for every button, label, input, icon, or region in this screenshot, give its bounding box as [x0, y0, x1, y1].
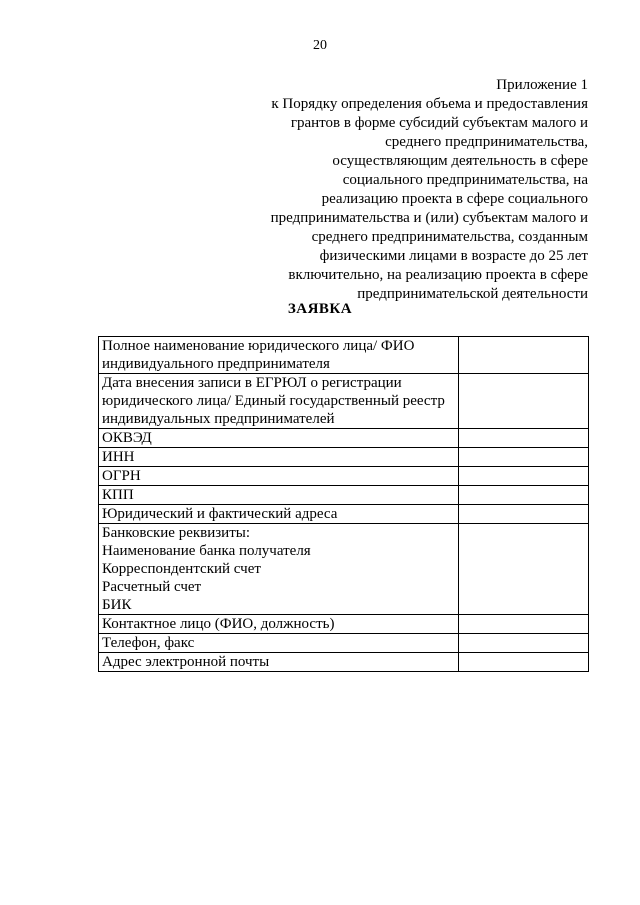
- field-value-kpp: [458, 486, 588, 505]
- field-label-line: Контактное лицо (ФИО, должность): [102, 616, 335, 632]
- field-label-line: Расчетный счет: [102, 579, 202, 595]
- field-label-line: ОКВЭД: [102, 430, 152, 446]
- appendix-line: предпринимательской деятельности: [357, 286, 588, 302]
- field-label-line: индивидуальных предпринимателей: [102, 411, 335, 427]
- field-label-line: индивидуального предпринимателя: [102, 356, 330, 372]
- table-row: [99, 337, 589, 374]
- field-label-line: юридического лица/ Единый государственный реестр: [102, 393, 445, 409]
- table-row: [99, 653, 589, 672]
- table-row: [99, 615, 589, 634]
- field-label-line: Полное наименование юридического лица/ ФИО: [102, 338, 415, 354]
- field-label-line: Банковские реквизиты:: [102, 525, 251, 541]
- table-row: [99, 429, 589, 448]
- table-row: [99, 634, 589, 653]
- appendix-header: [248, 76, 588, 304]
- field-label-line: Телефон, факс: [102, 635, 195, 651]
- appendix-line: включительно, на реализацию проекта в сфере: [288, 267, 588, 283]
- table-row: [99, 524, 589, 615]
- appendix-line: к Порядку определения объема и предоставления: [271, 96, 588, 112]
- field-value-addresses: [458, 505, 588, 524]
- field-label-line: Дата внесения записи в ЕГРЮЛ о регистрации: [102, 375, 402, 391]
- field-label-phone-fax: [99, 634, 459, 653]
- field-label-line: Адрес электронной почты: [102, 654, 270, 670]
- appendix-line: предпринимательства и (или) субъектам малого и: [270, 210, 588, 226]
- appendix-line: осуществляющим деятельность в сфере: [332, 153, 588, 169]
- field-label-line: Юридический и фактический адреса: [102, 506, 338, 522]
- field-label-line: Корреспондентский счет: [102, 561, 261, 577]
- table-row: [99, 486, 589, 505]
- document-title: ЗАЯВКА: [287, 301, 353, 317]
- table-row: [99, 467, 589, 486]
- field-value-email: [458, 653, 588, 672]
- field-value-bank-details: [458, 524, 588, 615]
- page-number: 20: [313, 38, 327, 53]
- appendix-line: среднего предпринимательства, созданным: [311, 229, 588, 245]
- field-label-ogrn: [99, 467, 459, 486]
- appendix-line: реализацию проекта в сфере социального: [321, 191, 588, 207]
- field-value-okved: [458, 429, 588, 448]
- field-label-kpp: [99, 486, 459, 505]
- field-label-contact-person: [99, 615, 459, 634]
- field-label-bank-details: [99, 524, 459, 615]
- field-label-line: КПП: [102, 487, 134, 503]
- field-label-registration-date: [99, 374, 459, 429]
- field-value-ogrn: [458, 467, 588, 486]
- field-label-line: Наименование банка получателя: [102, 543, 311, 559]
- field-label-addresses: [99, 505, 459, 524]
- table-row: [99, 448, 589, 467]
- field-label-inn: [99, 448, 459, 467]
- field-label-line: ОГРН: [102, 468, 141, 484]
- appendix-line: грантов в форме субсидий субъектам малого и: [290, 115, 588, 131]
- field-label-email: [99, 653, 459, 672]
- table-row: [99, 505, 589, 524]
- appendix-line: физическими лицами в возрасте до 25 лет: [319, 248, 588, 264]
- field-label-line: БИК: [102, 597, 132, 613]
- field-value-inn: [458, 448, 588, 467]
- table-row: [99, 374, 589, 429]
- field-label-full-name: [99, 337, 459, 374]
- appendix-line: Приложение 1: [496, 77, 588, 93]
- field-value-full-name: [458, 337, 588, 374]
- field-value-registration-date: [458, 374, 588, 429]
- appendix-line: среднего предпринимательства,: [385, 134, 588, 150]
- field-value-contact-person: [458, 615, 588, 634]
- appendix-line: социального предпринимательства, на: [342, 172, 588, 188]
- field-label-okved: [99, 429, 459, 448]
- application-form-table: [98, 336, 589, 672]
- field-label-line: ИНН: [102, 449, 135, 465]
- field-value-phone-fax: [458, 634, 588, 653]
